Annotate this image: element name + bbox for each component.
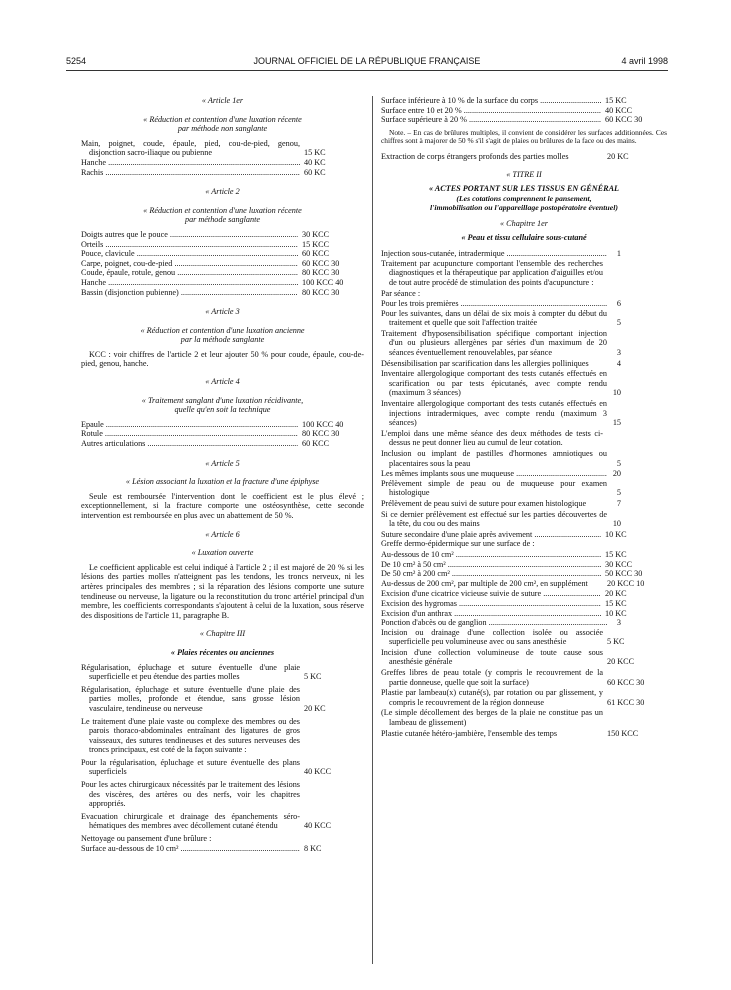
table-row: Extraction de corps étrangers profonds des parties molles 20 KC (381, 151, 629, 161)
titre-2-heading: « ACTES PORTANT SUR LES TISSUS EN GÉNÉRAL (428, 184, 620, 194)
table-row (381, 648, 667, 667)
article-3-title: « Article 3 (205, 307, 240, 317)
table-row (381, 609, 667, 619)
issue-date: 4 avril 1998 (621, 56, 668, 66)
left-column (81, 96, 364, 853)
article-4-heading: « Traitement sanglant d'une luxation récidivante, quelle qu'en soit la technique (141, 395, 304, 415)
table-row (381, 589, 667, 599)
row-label: Traitement par acupuncture comportant l'ensemble des recherches diagnostiques et la thérapeutique par application d'aiguilles et/ou de tout autre procédé de stimulation des points d'acupuncture : (381, 258, 603, 287)
burn-note: Note. – En cas de brûlures multiples, il convient de considérer les surfaces additionnées. Ces chiffres sont à majorer de 50 % s'il s'agit de plaies ou brûlures de la face ou des mains. (381, 127, 667, 146)
row-label: Excision des hygromas ..... (381, 599, 601, 609)
table-row (381, 469, 667, 479)
row-label: Greffes libres de peau totale (y compris le recouvrement de la partie donneuse, quelle que soit la surface) (381, 668, 603, 687)
article-1-title: « Article 1er (201, 96, 244, 105)
table-row: Main, poignet, coude, épaule, pied, cou-de-pied, genou, disjonction sacro-iliaque ou pubienne 15 KC (81, 138, 326, 158)
row-value: 7 (616, 498, 621, 508)
row-value: 3 (616, 348, 621, 358)
chapter-1-title: « Chapitre 1er (500, 218, 548, 228)
table-row (381, 369, 667, 398)
row-label: Excision d'un anthrax ..... (381, 609, 601, 619)
table-row (381, 628, 667, 647)
table-row: Régularisation, épluchage et suture éventuelle d'une plaie des parties molles, profonde et étendue, sans grosse lésion vasculaire, tendineuse ou nerveuse 20 KC (81, 684, 326, 713)
table-row (381, 668, 667, 687)
table-row: Carpe, poignet, cou-de-pied ..... 60 KCC 30 (81, 259, 364, 269)
article-4-title: « Article 4 (205, 377, 240, 387)
column-divider (372, 96, 373, 964)
table-row (381, 560, 667, 570)
row-label: Désensibilisation par scarification dans les allergies polliniques (381, 358, 589, 368)
row-label: Incision ou drainage d'une collection isolée ou associée superficielle peu volumineuse avec ou sans anesthésie (381, 627, 603, 647)
article-3-heading: « Réduction et contention d'une luxation ancienne par la méthode sanglante (140, 325, 305, 345)
row-label: Les mêmes implants sous une muqueuse ..... (381, 469, 607, 479)
table-row: Rachis ..... 60 KC (81, 168, 364, 178)
row-value: 61 KCC 30 (607, 697, 645, 707)
row-label: Par séance : (381, 288, 421, 298)
row-label: Greffe dermo-épidermique sur une surface de : (381, 539, 535, 549)
row-label: Si ce dernier prélèvement est effectué sur les parties découvertes de la tête, du cou ou des mains (381, 509, 607, 529)
row-value: 150 KCC (607, 728, 639, 738)
row-label: Pour les suivantes, dans un délai de six mois à compter du début du traitement et quelle que soit l'affection traitée (381, 308, 607, 328)
row-value: 15 (612, 418, 621, 428)
row-value: 1 (616, 249, 621, 259)
row-label: Suture secondaire d'une plaie après avivement ..... (381, 530, 601, 540)
journal-title: JOURNAL OFFICIEL DE LA RÉPUBLIQUE FRANÇAISE (253, 56, 481, 66)
table-row (381, 579, 667, 589)
table-row (381, 399, 667, 428)
table-row: Epaule ..... 100 KCC 40 (81, 420, 364, 430)
row-label: Plastie cutanée hétéro-jambière, l'ensemble des temps (381, 728, 558, 738)
table-row: Surface supérieure à 20 % ..... 60 KCC 30 (381, 115, 667, 125)
table-row (381, 530, 667, 540)
row-value: 5 (616, 318, 621, 328)
row-value: 20 KC (605, 589, 627, 599)
chapter-3-title: « Chapitre III (199, 629, 246, 639)
row-label: Inventaire allergologique comportant des tests cutanés effectués en injections intradermiques, avec compte rendu (maximum 3 séances) (381, 399, 607, 428)
row-value: 3 (616, 618, 621, 628)
row-value: 5 (616, 488, 621, 498)
table-row (381, 539, 667, 549)
row-label: Ponction d'abcès ou de ganglion ..... (381, 618, 607, 628)
right-column (381, 96, 667, 739)
table-row: Hanche ..... 40 KC (81, 158, 364, 168)
table-row (381, 569, 667, 579)
table-row: Le traitement d'une plaie vaste ou complexe des membres ou des parois thoraco-abdominales entraînant des ligatures de gros vaisseaux, des sutures tendineuses et des sutures nerveuses des troncs principaux, est coté de la façon suivante : (81, 716, 300, 755)
article-6-heading: « Luxation ouverte (191, 548, 254, 558)
row-value: 15 KC (605, 598, 627, 608)
table-row: Orteils ..... 15 KCC (81, 240, 364, 250)
table-row (381, 259, 667, 288)
table-row: Pouce, clavicule ..... 60 KCC (81, 249, 364, 259)
article-3-text: KCC : voir chiffres de l'article 2 et leur ajouter 50 % pour coude, épaule, cou-de-pied, genou, hanche. (81, 349, 364, 369)
table-row: Surface inférieure à 10 % de la surface du corps ..... 15 KC (381, 96, 667, 106)
chapter-3-heading: « Plaies récentes ou anciennes (170, 647, 275, 657)
row-value: 4 (616, 358, 621, 368)
row-label: Traitement d'hyposensibilisation spécifique comportant injection d'un ou plusieurs allergènes par séries d'un maximum de 20 séances éventuellement renouvelables, par séance (381, 328, 607, 358)
article-1-heading: « Réduction et contention d'une luxation récente par méthode non sanglante (143, 114, 302, 134)
row-value: 20 KCC (607, 657, 635, 667)
row-label: Pour les trois premières ..... (381, 299, 607, 309)
row-label: Injection sous-cutanée, intradermique ..... (381, 249, 607, 259)
page-header (66, 56, 668, 70)
row-value: 10 KC (605, 529, 627, 539)
article-5-heading: « Lésion associant la luxation et la fracture d'une épiphyse (125, 477, 320, 487)
titre-2-title: « TITRE II (506, 169, 542, 179)
row-value: 15 KC (605, 549, 627, 559)
row-label: Au-dessous de 10 cm² ..... (381, 550, 601, 560)
table-row (381, 249, 667, 259)
table-row: Pour la régularisation, épluchage et suture éventuelle des plans superficiels 40 KCC (81, 757, 332, 777)
table-row: Coude, épaule, rotule, genou ..... 80 KCC 30 (81, 268, 364, 278)
row-value: 20 KCC 10 (607, 578, 645, 588)
table-row (381, 708, 667, 727)
table-row (381, 479, 667, 498)
row-label: Excision d'une cicatrice vicieuse suivie de suture ..... (381, 589, 601, 599)
row-value: 5 (616, 458, 621, 468)
table-row (381, 429, 667, 448)
table-row (381, 729, 667, 739)
article-2-heading: « Réduction et contention d'une luxation récente par méthode sanglante (143, 205, 302, 225)
table-row (381, 499, 667, 509)
article-2-title: « Article 2 (205, 187, 240, 197)
table-row: Pour les actes chirurgicaux nécessités par le traitement des lésions des viscères, des artères ou des nerfs, voir les chapitres appropriés. (81, 780, 300, 809)
table-row: Surface entre 10 et 20 % ..... 40 KCC (381, 106, 667, 116)
table-row (381, 550, 667, 560)
header-rule (66, 70, 668, 71)
table-row: Evacuation chirurgicale et drainage des épanchements séro-hématiques des membres avec décollement cutané étendu 40 KCC (81, 811, 332, 831)
titre-2-subheading-2: l'immobilisation ou l'appareillage postopératoire éventuel) (430, 203, 618, 213)
article-6-title: « Article 6 (205, 529, 240, 539)
table-row (381, 359, 667, 369)
row-label: Incision d'une collection volumineuse de toute cause sous anesthésie générale (381, 647, 603, 667)
right-rows (381, 249, 667, 738)
table-row: Rotule ..... 80 KCC 30 (81, 429, 364, 439)
table-row (381, 688, 667, 707)
row-value: 5 KC (607, 637, 625, 647)
page-number: 5254 (66, 56, 87, 66)
table-row (381, 289, 667, 299)
table-row (381, 449, 667, 468)
table-row (381, 329, 667, 358)
row-value: 60 KCC 30 (607, 677, 645, 687)
table-row (381, 599, 667, 609)
row-value: 20 (612, 469, 621, 479)
row-value: 10 (612, 519, 621, 529)
row-label: De 50 cm² à 200 cm² ..... (381, 569, 601, 579)
row-value: 6 (616, 299, 621, 309)
row-label: De 10 cm² à 50 cm² ..... (381, 560, 601, 570)
table-row (381, 299, 667, 309)
table-row: Nettoyage ou pansement d'une brûlure : (81, 834, 212, 844)
row-label: Inclusion ou implant de pastilles d'hormones amniotiques ou placentaires sous la peau (381, 449, 607, 468)
row-label: Prélèvement de peau suivi de suture pour examen histologique (381, 498, 587, 508)
article-5-title: « Article 5 (205, 458, 240, 468)
row-label: Inventaire allergologique comportant des tests cutanés effectués en scarification ou par tests épicutanés, avec compte rendu (maximum 3 séances) (381, 369, 607, 398)
row-value: 10 (612, 388, 621, 398)
chapter-1-heading: « Peau et tissu cellulaire sous-cutané (461, 232, 587, 242)
table-row: Bassin (disjonction pubienne) ..... 80 KCC 30 (81, 288, 364, 298)
table-row: Hanche ..... 100 KCC 40 (81, 278, 364, 288)
titre-2-subheading: (Les cotations comprennent le pansement, (456, 193, 592, 203)
row-value: 50 KCC 30 (605, 569, 643, 579)
article-5-text: Seule est remboursée l'intervention dont le coefficient est le plus élevé ; exceptionnellement, si la fracture comporte une ostéosynthèse, cette seconde intervention est remboursée en plus avec un abattement de 50 %. (81, 491, 364, 520)
row-value: 10 KC (605, 608, 627, 618)
row-label: (Le simple décollement des berges de la plaie ne constitue pas un lambeau de glissement) (381, 708, 603, 728)
table-row: Régularisation, épluchage et suture éventuelle d'une plaie superficielle et peu étendue des parties molles 5 KC (81, 662, 322, 682)
row-label: Prélèvement simple de peau ou de muqueuse pour examen histologique (381, 478, 607, 498)
row-label: L'emploi dans une même séance des deux méthodes de tests ci-dessus ne peut donner lieu au cumul de leur cotation. (381, 428, 603, 448)
table-row (381, 510, 667, 529)
table-row: Doigts autres que le pouce ..... 30 KCC (81, 230, 364, 240)
table-row (381, 309, 667, 328)
row-value: 30 KCC (605, 559, 633, 569)
table-row: Autres articulations ..... 60 KCC (81, 439, 364, 449)
article-6-text: Le coefficient applicable est celui indiqué à l'article 2 ; il est majoré de 20 % si les lésions des parties molles n'atteignent pas les tendons, les troncs nerveux, ni les artères principales des membres ; si la réparation des lésions comporte une suture tendineuse ou nerveuse, la ligature ou la reconstitution du tronc artériel principal d'un membre, les coefficients correspondants s'ajoutent à celui de la luxation, sous réserve des dispositions de l'article 11, paragraphe B. (81, 562, 364, 620)
row-label: Plastie par lambeau(x) cutané(s), par rotation ou par glissement, y compris le recouvrement de la région donneuse (381, 688, 603, 707)
row-label: Au-dessus de 200 cm², par multiple de 200 cm², en supplément (381, 578, 588, 588)
table-row (381, 618, 667, 628)
table-row: Surface au-dessous de 10 cm² ..... 8 KC (81, 844, 364, 854)
